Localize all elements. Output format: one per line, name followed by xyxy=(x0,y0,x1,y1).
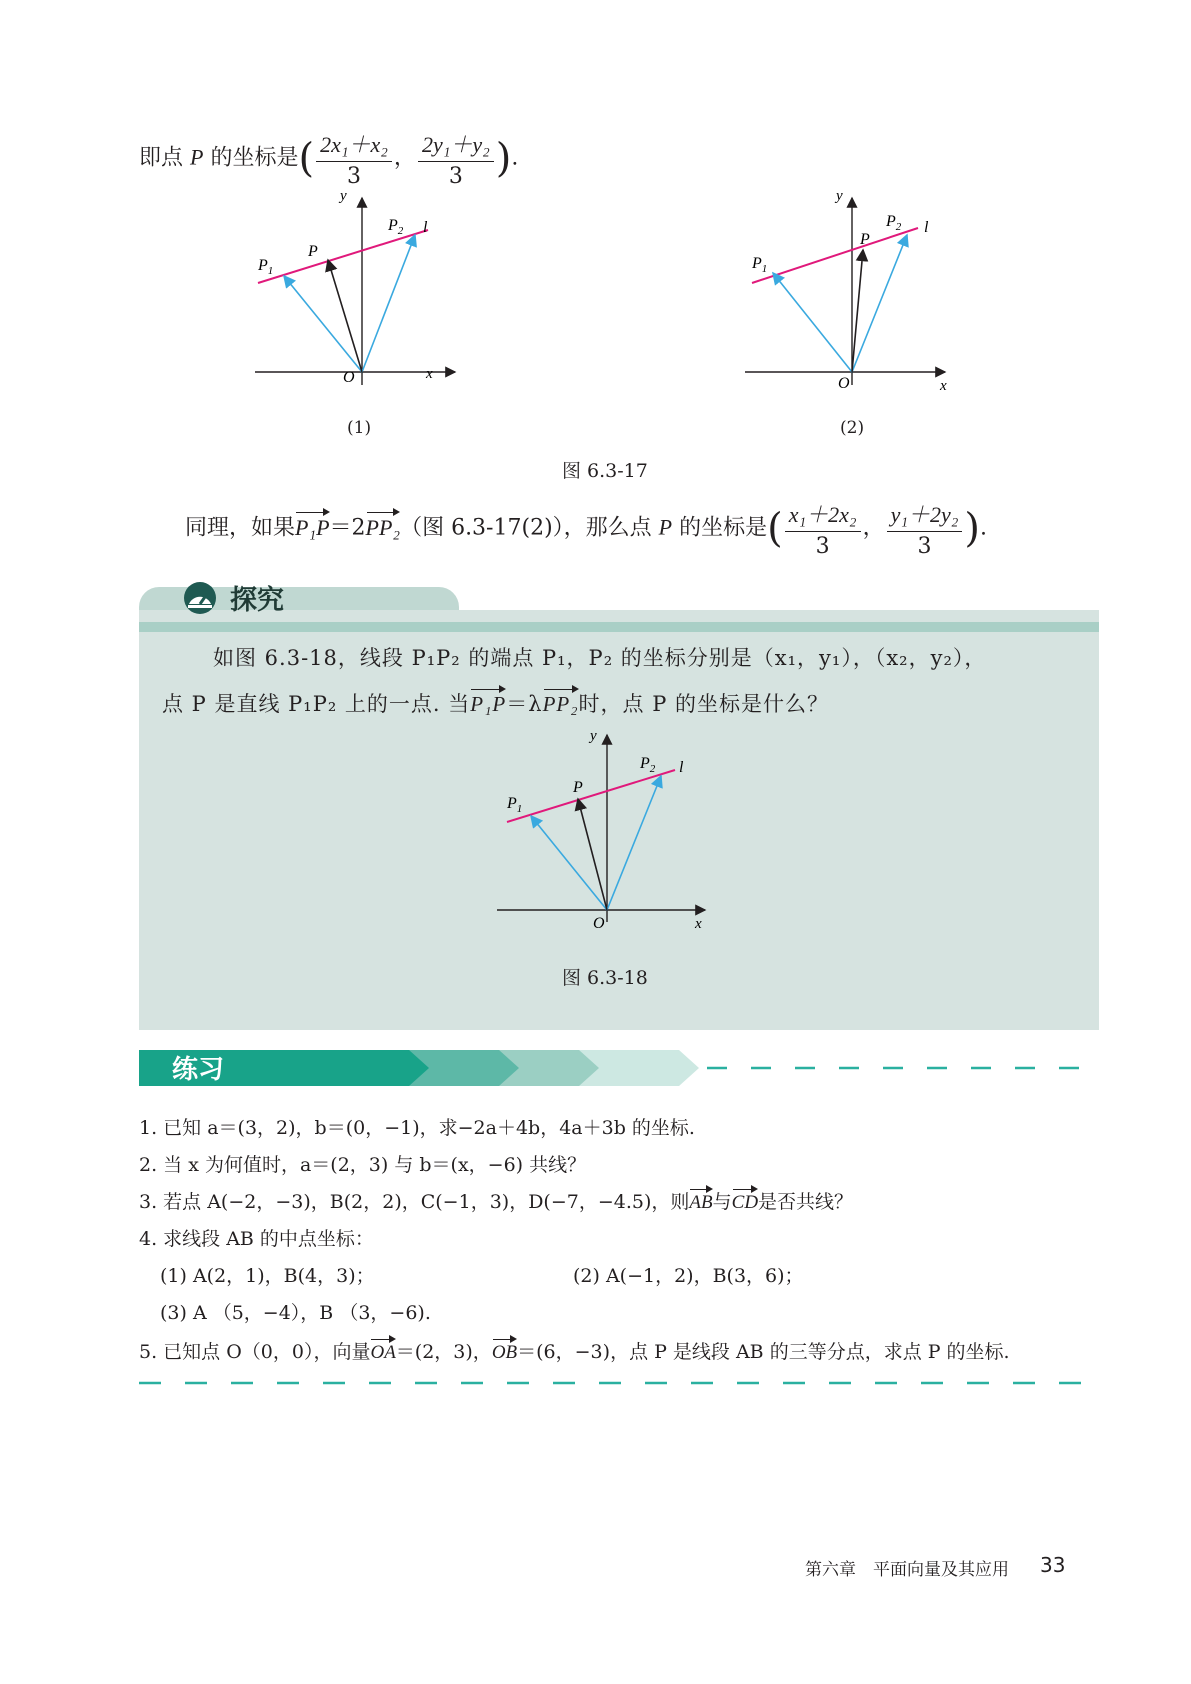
label-o: O xyxy=(838,375,850,390)
intro-prefix: 即点 xyxy=(139,145,184,171)
figure-17-caption: 图 6.3-17 xyxy=(562,460,648,482)
vector-op2 xyxy=(852,235,907,372)
label-p1: $P_1$ xyxy=(258,257,274,277)
similar-line: 同理，如果P₁P＝2PP₂（图 6.3-17(2)），那么点 P 的坐标是( $\frac{\text{x₁＋2x₂}}{3}$ ， $\frac{\text{y₁＋2y₂}}{3}$ ). xyxy=(185,498,987,559)
figure-18-caption: 图 6.3-18 xyxy=(562,967,648,989)
label-l: l xyxy=(423,219,428,236)
vector-op xyxy=(328,260,362,372)
vector-p1p-explore: P₁P xyxy=(470,692,507,716)
explore-line1: 如图 6.3-18，线段 P₁P₂ 的端点 P₁，P₂ 的坐标分别是（x₁，y₁），（x₂，y₂）， xyxy=(213,646,987,670)
vector-pp2-explore: PP₂ xyxy=(542,692,579,716)
intro-frac-x: $\frac{\text{2x₁＋x₂}}{3}$ xyxy=(316,128,392,189)
vector-op1 xyxy=(284,276,362,372)
explore-strip xyxy=(139,622,1099,632)
line-l xyxy=(752,228,918,283)
vector-ob: OB xyxy=(491,1342,518,1363)
practice-item-2: 2. 当 x 为何值时，a＝(2，3) 与 b＝(x，−6) 共线？ xyxy=(139,1154,587,1176)
vector-op xyxy=(578,799,607,910)
vector-op1 xyxy=(531,816,607,910)
label-p: P xyxy=(573,779,583,796)
label-p2: $P_2$ xyxy=(388,217,404,237)
footer-chapter: 第六章 平面向量及其应用 xyxy=(805,1560,1009,1580)
vector-op1 xyxy=(773,273,852,372)
practice-item-4-sub3: (3) A （5，−4），B （3，−6). xyxy=(160,1302,431,1324)
intro-var-p: P xyxy=(190,144,204,170)
line-l xyxy=(258,230,428,283)
similar-frac-x: $\frac{\text{x₁＋2x₂}}{3}$ xyxy=(785,498,861,559)
label-l: l xyxy=(679,759,684,776)
label-y: y xyxy=(836,190,843,204)
label-o: O xyxy=(593,915,605,930)
figure-17-2 xyxy=(740,190,960,390)
label-p1: $P_1$ xyxy=(752,255,768,275)
intro-suffix: 的坐标是 xyxy=(210,145,299,171)
label-x: x xyxy=(426,366,433,382)
label-p2: $P_2$ xyxy=(640,755,656,775)
label-l: l xyxy=(924,219,929,236)
practice-title: 练习 xyxy=(172,1055,225,1085)
label-y: y xyxy=(590,730,597,744)
vector-pp2: PP₂ xyxy=(365,514,401,540)
practice-item-1: 1. 已知 a＝(3，2)，b＝(0，−1)，求−2a＋4b，4a＋3b 的坐标. xyxy=(139,1117,695,1139)
label-p: P xyxy=(860,231,870,248)
label-x: x xyxy=(695,916,702,930)
vector-oa: OA xyxy=(370,1342,396,1363)
practice-banner xyxy=(139,1050,1099,1086)
line-l xyxy=(507,770,675,822)
vector-p1p: P₁P xyxy=(295,514,330,540)
vector-cd: CD xyxy=(731,1192,759,1213)
footer-page-number: 33 xyxy=(1040,1553,1066,1577)
label-x: x xyxy=(940,378,947,390)
similar-frac-y: $\frac{\text{y₁＋2y₂}}{3}$ xyxy=(887,498,963,559)
vector-op xyxy=(852,250,863,372)
figure-17-1 xyxy=(250,190,470,390)
intro-frac-y: $\frac{\text{2y₁＋y₂}}{3}$ xyxy=(418,128,494,189)
intro-line: 即点 P 的坐标是( $\frac{\text{2x₁＋x₂}}{3}$ ， $\frac{\text{2y₁＋y₂}}{3}$ ). xyxy=(139,128,518,189)
explore-icon xyxy=(182,580,218,616)
vector-ab: AB xyxy=(689,1192,713,1213)
practice-item-4-sub1: (1) A(2，1)，B(4，3)； xyxy=(160,1265,375,1287)
practice-item-4: 4. 求线段 AB 的中点坐标： xyxy=(139,1228,374,1250)
label-p2: $P_2$ xyxy=(886,213,902,233)
label-o: O xyxy=(343,369,355,386)
vector-op2 xyxy=(607,776,661,910)
figure-18 xyxy=(495,730,725,930)
vector-op2 xyxy=(362,235,415,372)
explore-line2: 点 P 是直线 P₁P₂ 上的一点. 当P₁P＝λPP₂时，点 P 的坐标是什么？ xyxy=(162,692,830,716)
figure-17-sub2: (2) xyxy=(840,418,865,438)
practice-item-3: 3. 若点 A(−2，−3)，B(2，2)，C(−1，3)，D(−7，−4.5)，则AB与CD是否共线？ xyxy=(139,1191,854,1213)
label-y: y xyxy=(340,190,347,204)
label-p1: $P_1$ xyxy=(507,795,523,815)
figure-17-sub1: (1) xyxy=(347,418,372,438)
label-p: P xyxy=(308,243,318,260)
explore-title: 探究 xyxy=(230,585,284,616)
practice-item-4-sub2: (2) A(−1，2)，B(3，6)； xyxy=(573,1265,804,1287)
practice-item-5: 5. 已知点 O（0，0），向量OA＝(2，3)，OB＝(6，−3)，点 P 是线段 AB 的三等分点，求点 P 的坐标. xyxy=(139,1341,1010,1363)
practice-bottom-dashes xyxy=(139,1380,1099,1386)
